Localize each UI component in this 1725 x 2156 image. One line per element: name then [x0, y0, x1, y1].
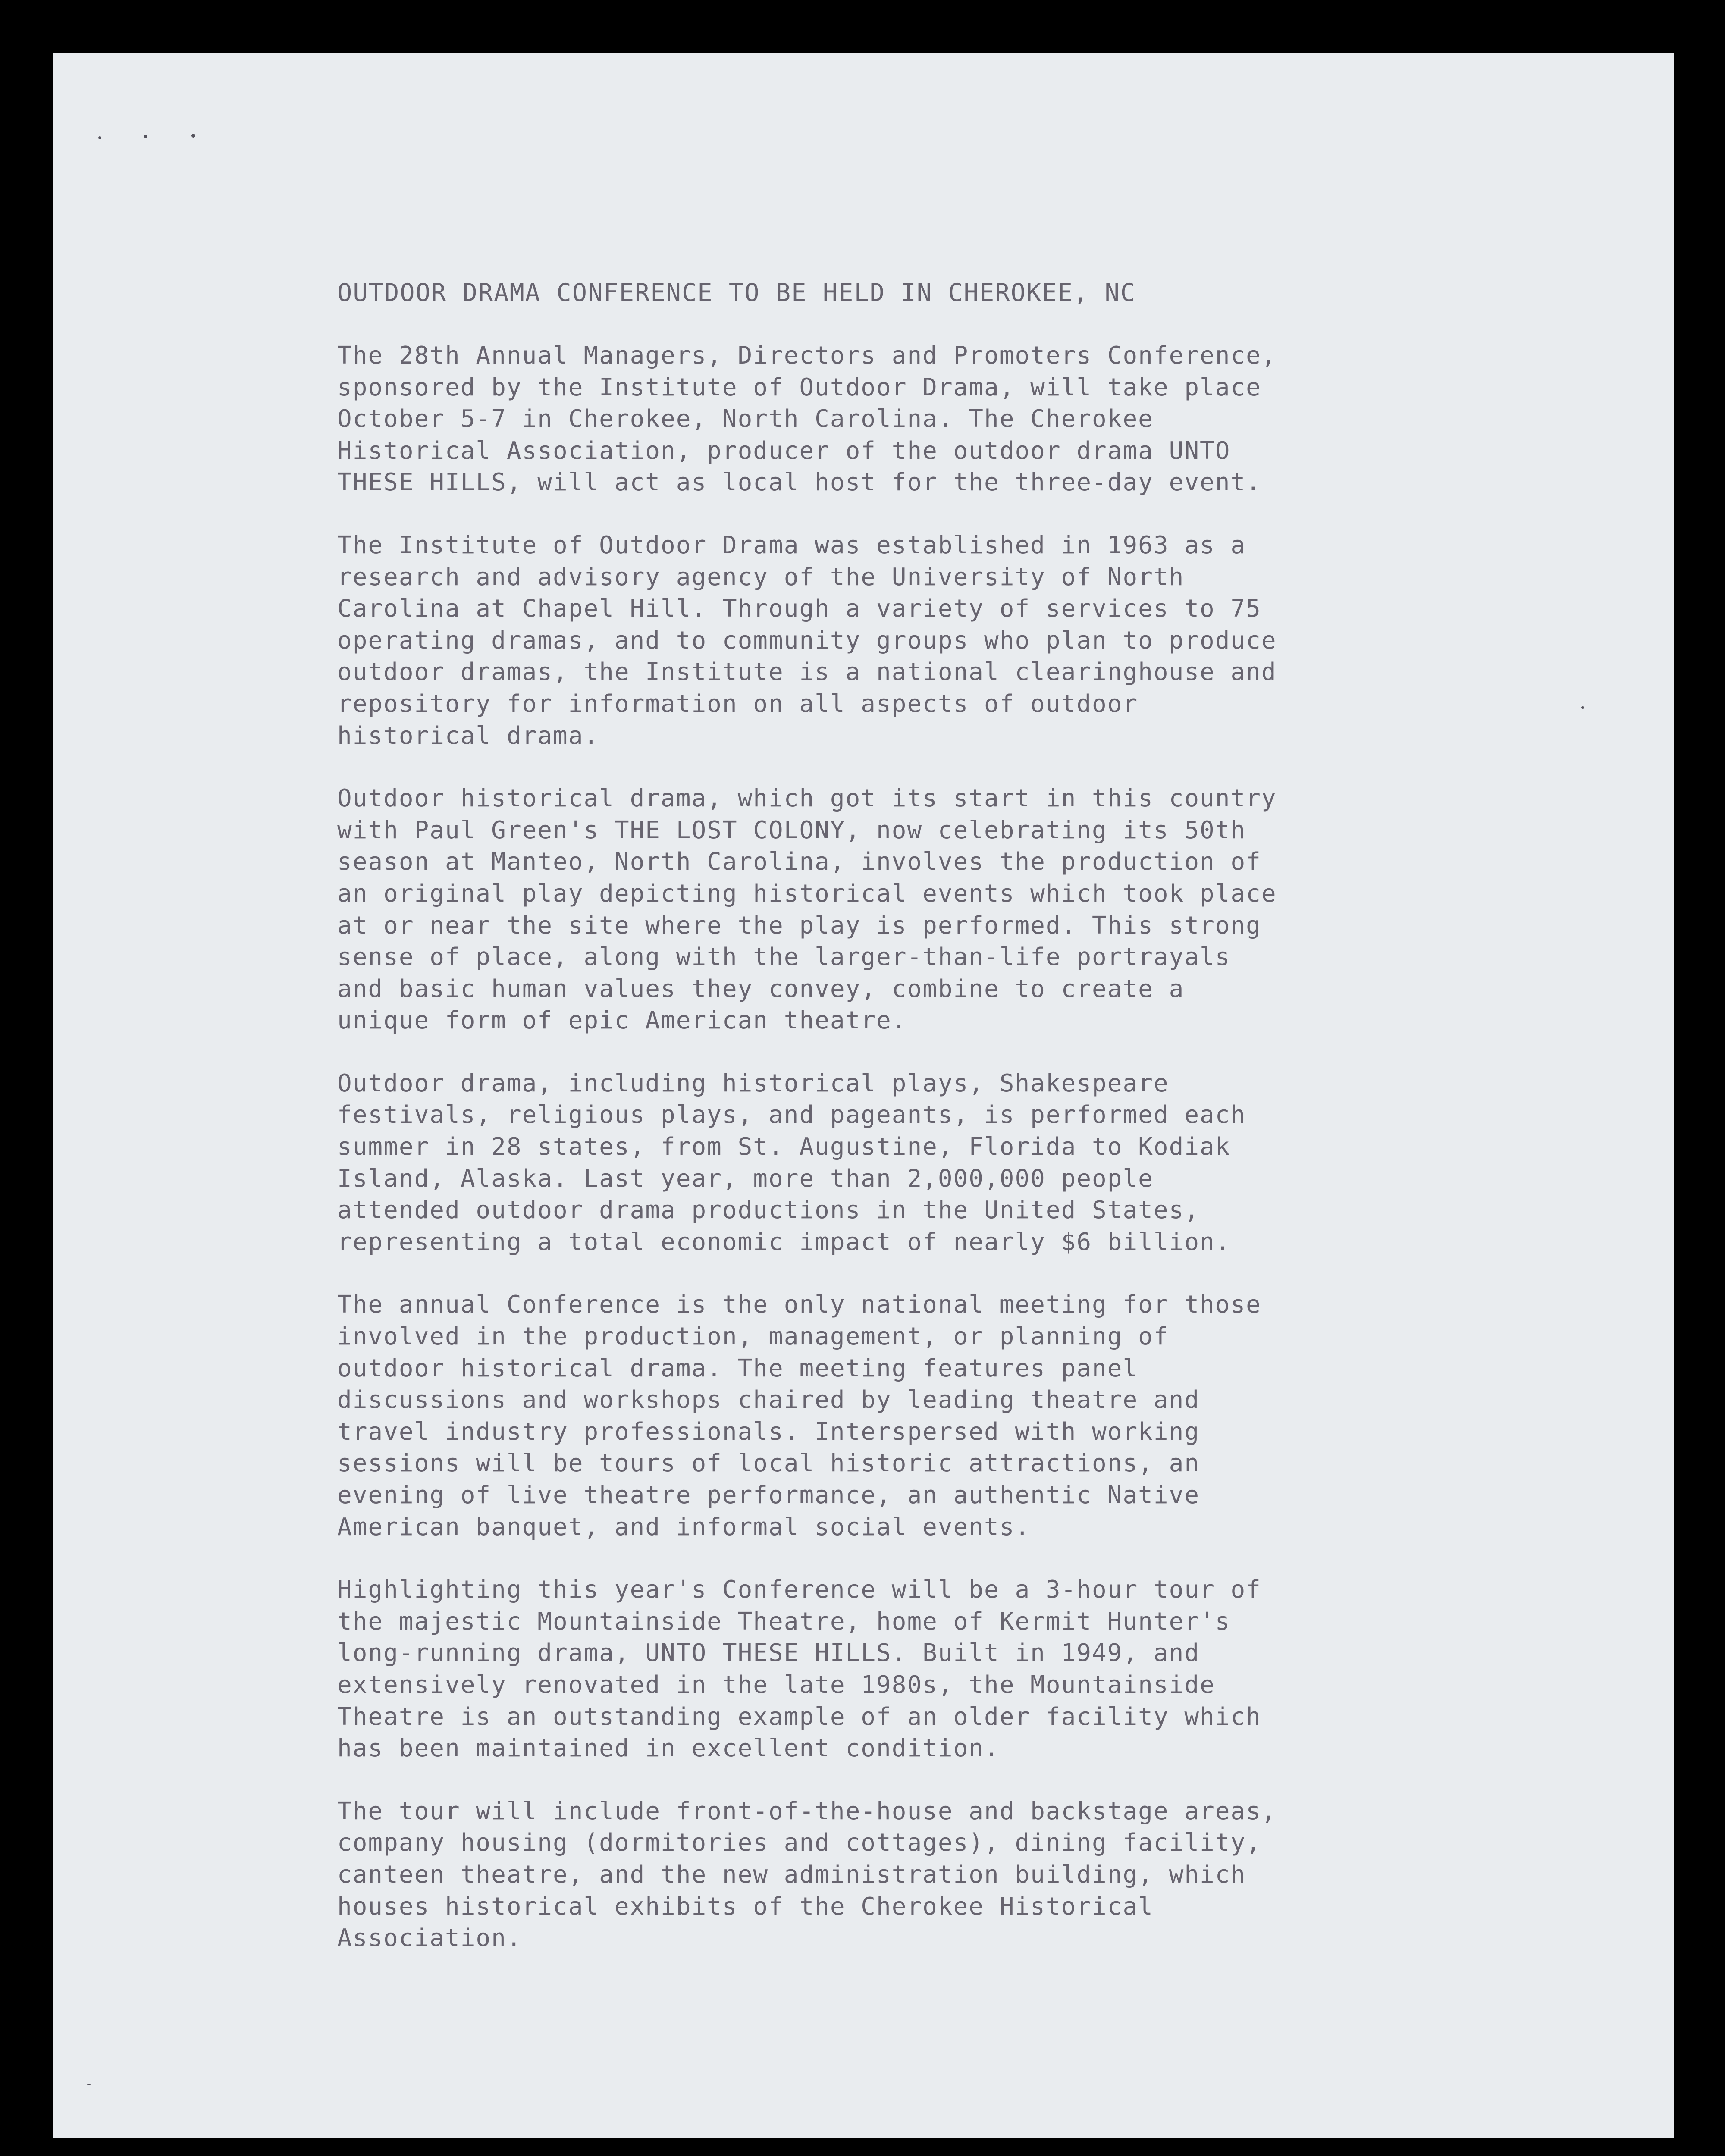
- paragraph: [337, 530, 1571, 752]
- text-line: American banquet, and informal social events.: [337, 1513, 1031, 1541]
- paragraph: [337, 1068, 1571, 1258]
- text-line: has been maintained in excellent condition.: [337, 1734, 1000, 1763]
- paragraph: [337, 1289, 1571, 1543]
- text-line: canteen theatre, and the new administration building, which: [337, 1860, 1246, 1889]
- text-line: sense of place, along with the larger-than-life portrayals: [337, 943, 1231, 971]
- text-line: festivals, religious plays, and pageants, is performed each: [337, 1101, 1246, 1129]
- text-line: Theatre is an outstanding example of an older facility which: [337, 1702, 1261, 1731]
- ink-speck: [1581, 706, 1584, 709]
- text-line: operating dramas, and to community groups who plan to produce: [337, 626, 1277, 655]
- text-line: at or near the site where the play is performed. This strong: [337, 911, 1261, 940]
- ink-speck: [191, 134, 195, 138]
- text-line: unique form of epic American theatre.: [337, 1006, 907, 1035]
- text-line: outdoor historical drama. The meeting features panel: [337, 1354, 1138, 1382]
- text-line: involved in the production, management, or planning of: [337, 1322, 1169, 1351]
- text-line: and basic human values they convey, combine to create a: [337, 975, 1185, 1003]
- text-line: historical drama.: [337, 721, 599, 750]
- body-text: [337, 340, 1571, 1954]
- text-line: Historical Association, producer of the outdoor drama UNTO: [337, 436, 1231, 465]
- text-line: discussions and workshops chaired by leading theatre and: [337, 1386, 1200, 1414]
- text-line: Island, Alaska. Last year, more than 2,000,000 people: [337, 1164, 1154, 1193]
- text-line: Outdoor drama, including historical plays, Shakespeare: [337, 1069, 1169, 1097]
- text-line: research and advisory agency of the University of North: [337, 563, 1185, 591]
- text-line: sponsored by the Institute of Outdoor Drama, will take place: [337, 373, 1261, 401]
- text-line: an original play depicting historical events which took place: [337, 879, 1277, 908]
- text-line: Carolina at Chapel Hill. Through a variety of services to 75: [337, 595, 1261, 623]
- paragraph: [337, 1574, 1571, 1764]
- ink-speck: [98, 136, 101, 139]
- text-line: repository for information on all aspects of outdoor: [337, 689, 1138, 718]
- text-line: Association.: [337, 1924, 522, 1952]
- press-release: [337, 277, 1571, 1985]
- paragraph: [337, 340, 1571, 498]
- text-line: outdoor dramas, the Institute is a national clearinghouse and: [337, 658, 1277, 686]
- text-line: extensively renovated in the late 1980s, the Mountainside: [337, 1670, 1215, 1699]
- text-line: long-running drama, UNTO THESE HILLS. Built in 1949, and: [337, 1639, 1200, 1667]
- paragraph: [337, 783, 1571, 1037]
- text-line: October 5-7 in Cherokee, North Carolina. The Cherokee: [337, 405, 1154, 433]
- text-line: company housing (dormitories and cottages), dining facility,: [337, 1829, 1261, 1857]
- text-line: attended outdoor drama productions in the United States,: [337, 1196, 1200, 1225]
- text-line: Highlighting this year's Conference will be a 3-hour tour of: [337, 1576, 1261, 1604]
- ink-speck: [144, 135, 147, 138]
- document-title: OUTDOOR DRAMA CONFERENCE TO BE HELD IN CHEROKEE, NC: [337, 279, 1136, 307]
- paragraph: [337, 1796, 1571, 1954]
- text-line: sessions will be tours of local historic attractions, an: [337, 1449, 1200, 1478]
- text-line: the majestic Mountainside Theatre, home of Kermit Hunter's: [337, 1607, 1231, 1636]
- ink-speck: [87, 2084, 91, 2085]
- text-line: The tour will include front-of-the-house and backstage areas,: [337, 1797, 1277, 1825]
- text-line: travel industry professionals. Interspersed with working: [337, 1417, 1200, 1446]
- text-line: Outdoor historical drama, which got its start in this country: [337, 784, 1277, 813]
- text-line: summer in 28 states, from St. Augustine, Florida to Kodiak: [337, 1133, 1231, 1161]
- paper-sheet: [53, 53, 1674, 2138]
- text-line: representing a total economic impact of nearly $6 billion.: [337, 1228, 1231, 1256]
- text-line: The 28th Annual Managers, Directors and Promoters Conference,: [337, 342, 1277, 370]
- text-line: THESE HILLS, will act as local host for the three-day event.: [337, 468, 1261, 497]
- text-line: evening of live theatre performance, an authentic Native: [337, 1481, 1200, 1509]
- text-line: The annual Conference is the only national meeting for those: [337, 1291, 1261, 1319]
- text-line: The Institute of Outdoor Drama was established in 1963 as a: [337, 531, 1246, 559]
- text-line: season at Manteo, North Carolina, involves the production of: [337, 848, 1261, 876]
- text-line: with Paul Green's THE LOST COLONY, now celebrating its 50th: [337, 816, 1246, 844]
- text-line: houses historical exhibits of the Cherokee Historical: [337, 1892, 1154, 1921]
